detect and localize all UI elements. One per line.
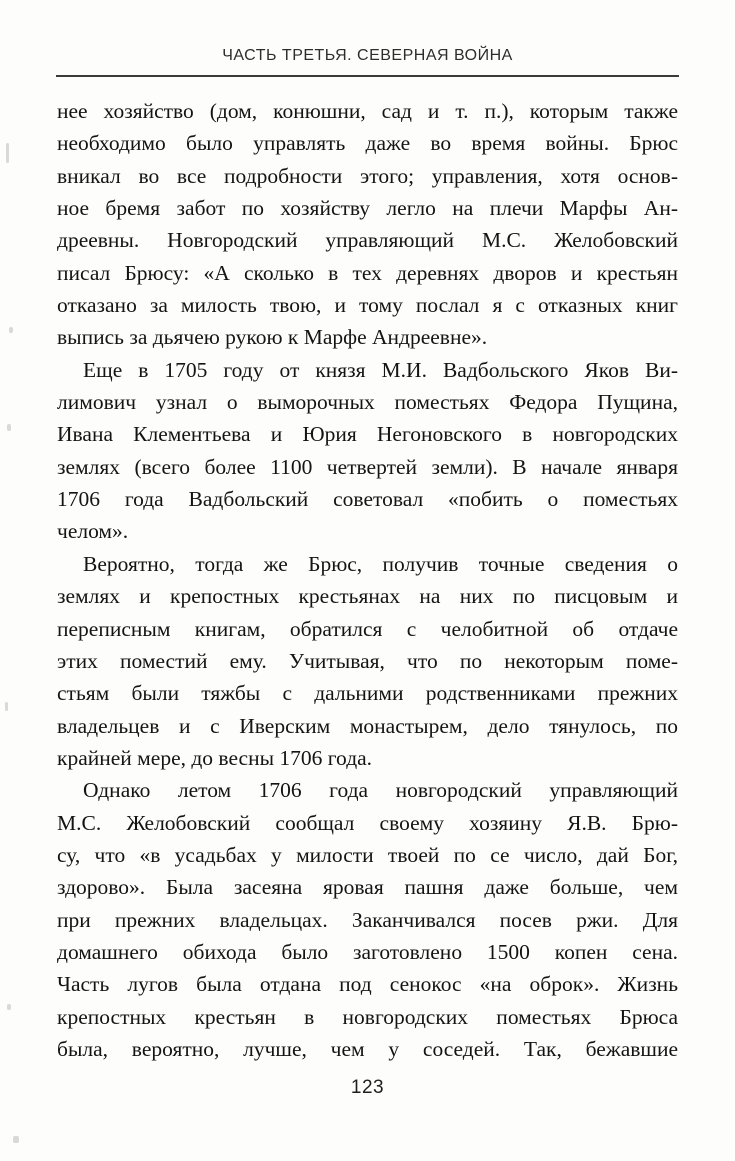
- text-line: была, вероятно, лучше, чем у соседей. Так, бежавшие: [57, 1036, 678, 1061]
- page-number: 123: [350, 1077, 385, 1098]
- text-line: Часть лугов была отдана под сенокос «на оброк». Жизнь: [57, 972, 678, 997]
- text-line: ное бремя забот по хозяйству легло на плечи Марфы Ан-: [57, 196, 678, 221]
- text-line: Вероятно, тогда же Брюс, получив точные сведения о: [83, 551, 678, 576]
- text-line: су, что «в усадьбах у милости твоей по се число, дай Бог,: [57, 842, 678, 867]
- text-line: землях и крепостных крестьянах на них по писцовым и: [57, 584, 678, 609]
- scan-artifact: [6, 143, 9, 163]
- scan-artifact: [13, 1136, 19, 1143]
- text-line: домашнего обихода было заготовлено 1500 копен сена.: [57, 939, 678, 964]
- scan-artifact: [5, 702, 8, 711]
- text-line: 1706 года Вадбольский советовал «побить о поместьях: [57, 487, 678, 512]
- text-line: лимович узнал о выморочных поместьях Федора Пущина,: [57, 390, 678, 415]
- text-line: этих поместий ему. Учитывая, что по некоторым поме-: [57, 648, 678, 673]
- text-line: писал Брюсу: «А сколько в тех деревнях дворов и крестьян: [57, 260, 678, 285]
- scan-artifact: [7, 424, 11, 431]
- text-line: при прежних владельцах. Заканчивался посев ржи. Для: [57, 907, 678, 932]
- running-header: ЧАСТЬ ТРЕТЬЯ. СЕВЕРНАЯ ВОЙНА: [222, 47, 513, 64]
- text-line: переписным книгам, обратился с челобитной об отдаче: [57, 616, 678, 641]
- scan-artifact: [7, 1004, 11, 1010]
- text-line: необходимо было управлять даже во время войны. Брюс: [57, 131, 678, 156]
- text-line: Однако летом 1706 года новгородский управляющий: [83, 778, 678, 803]
- text-line: Еще в 1705 году от князя М.И. Вадбольского Яков Ви-: [83, 357, 678, 382]
- text-line: челом».: [57, 519, 129, 544]
- body-text: [57, 95, 678, 1065]
- text-line: отказано за милость твою, и тому послал я с отказных книг: [57, 293, 678, 318]
- text-line: крепостных крестьян в новгородских поместьях Брюса: [57, 1004, 678, 1029]
- text-line: нее хозяйство (дом, конюшни, сад и т. п.), которым также: [57, 99, 678, 123]
- text-line: владельцев и с Иверским монастырем, дело тянулось, по: [57, 713, 678, 738]
- text-line: М.С. Желобовский сообщал своему хозяину Я.В. Брю-: [57, 810, 678, 835]
- text-line: крайней мере, до весны 1706 года.: [57, 745, 373, 770]
- text-line: дреевны. Новгородский управляющий М.С. Желобовский: [57, 228, 678, 253]
- text-line: вникал во все подробности этого; управления, хотя основ-: [57, 163, 678, 188]
- text-line: стьям были тяжбы с дальними родственниками прежних: [57, 681, 678, 706]
- header-rule: [56, 75, 679, 77]
- text-line: здорово». Была засеяна яровая пашня даже больше, чем: [57, 875, 678, 900]
- scan-artifact: [9, 327, 13, 333]
- text-line: Ивана Клементьева и Юрия Негоновского в новгородских: [57, 422, 678, 447]
- text-line: выпись за дьячею рукою к Марфе Андреевне».: [57, 325, 488, 350]
- text-line: землях (всего более 1100 четвертей земли). В начале января: [57, 454, 678, 479]
